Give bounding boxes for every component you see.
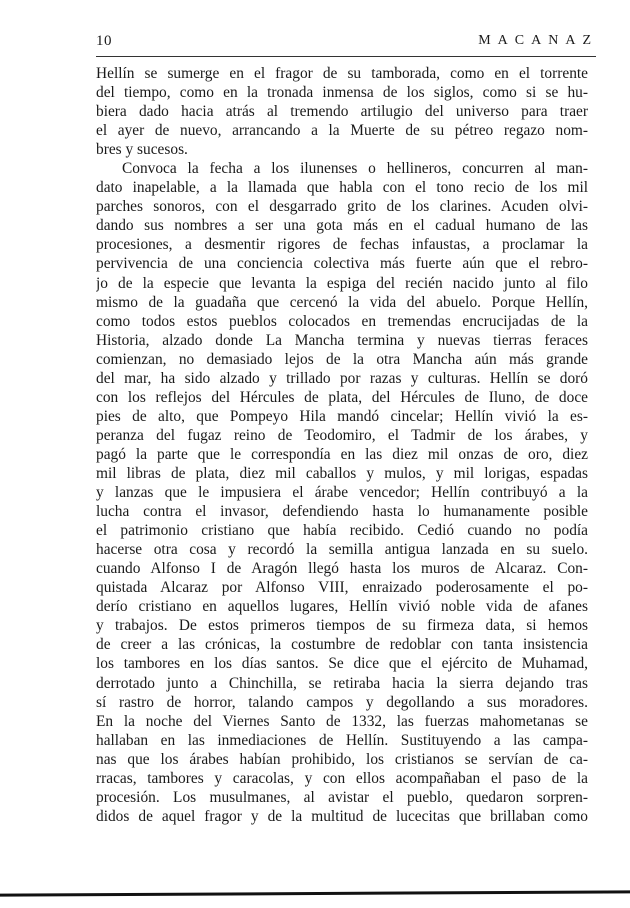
text-line: hallaban en las inmediaciones de Hellín. Sustituyendo a las campa- <box>96 731 588 749</box>
text-line: lucha contra el invasor, defendiendo hasta lo humanamente posible <box>96 503 588 521</box>
text-line: del tiempo, como en la tronada inmensa de los siglos, como si se hu- <box>96 84 588 102</box>
text-line: cuando Alfonso I de Aragón llegó hasta los muros de Alcaraz. Con- <box>96 560 588 578</box>
text-line: rracas, tambores y caracolas, y con ellos acompañaban el paso de la <box>96 769 588 787</box>
text-line: procesión. Los musulmanes, al avistar el pueblo, quedaron sorpren- <box>96 788 588 806</box>
text-line: y trabajos. De estos primeros tiempos de su firmeza data, si hemos <box>96 617 588 635</box>
text-line: Hellín se sumerge en el fragor de su tamborada, como en el torrente <box>96 65 588 82</box>
text-line: En la noche del Viernes Santo de 1332, las fuerzas mahometanas se <box>96 712 588 730</box>
text-line: quistada Alcaraz por Alfonso VIII, enraizado poderosamente el po- <box>96 579 588 597</box>
text-line: con los reflejos del Hércules de plata, del Hércules de Iluno, de doce <box>96 388 588 406</box>
text-line: sí rastro de horror, talando campos y degollando a sus moradores. <box>96 693 588 711</box>
text-line: Historia, alzado donde La Mancha termina y nuevas tierras feraces <box>96 331 588 349</box>
page-number: 10 <box>96 33 112 49</box>
text-line: jo de la especie que levanta la espiga del recién nacido junto al filo <box>96 274 588 292</box>
text-line: didos de aquel fragor y de la multitud de lucecitas que brillaban como <box>96 807 588 825</box>
text-line: mil libras de plata, diez mil caballos y mulos, y mil lorigas, espadas <box>96 464 588 482</box>
text-line: derrotado junto a Chinchilla, se retiraba hacia la sierra dejando tras <box>96 674 588 692</box>
text-line: parches sonoros, con el desgarrado grito de los clarines. Acuden olvi- <box>96 198 588 216</box>
text-line: derío cristiano en aquellos lugares, Hellín vivió noble vida de afanes <box>96 598 588 616</box>
text-line: el ayer de nuevo, arrancando a la Muerte de su pétreo regazo nom- <box>96 122 588 140</box>
body-text <box>96 64 588 826</box>
text-line: pervivencia de una conciencia colectiva más fuerte aún que el rebro- <box>96 255 588 273</box>
text-line: procesiones, a desmentir rigores de fechas infaustas, a proclamar la <box>96 236 588 254</box>
header-rule <box>96 56 596 57</box>
text-line: como todos estos pueblos colocados en tremendas encrucijadas de la <box>96 312 588 330</box>
text-line: del mar, ha sido alzado y trillado por razas y culturas. Hellín se doró <box>96 369 588 387</box>
text-line: dando sus nombres a ser una gota más en el cadual humano de las <box>96 217 588 235</box>
running-head: MACANAZ <box>478 33 598 48</box>
text-line: peranza del fugaz reino de Teodomiro, el Tadmir de los árabes, y <box>96 426 588 444</box>
text-line: el patrimonio cristiano que había recibido. Cedió cuando no podía <box>96 522 588 540</box>
text-line: hacerse otra cosa y recordó la semilla antigua lanzada en su suelo. <box>96 541 588 559</box>
text-line: dato inapelable, a la llamada que habla con el tono recio de los mil <box>96 179 588 197</box>
text-line: pies de alto, que Pompeyo Hila mandó cincelar; Hellín vivió la es- <box>96 407 588 425</box>
page-header <box>96 33 598 53</box>
text-line: Convoca la fecha a los ilunenses o hellineros, concurren al man- <box>122 160 588 178</box>
text-line: mismo de la guadaña que cercenó la vida del abuelo. Porque Hellín, <box>96 293 588 311</box>
text-line: biera dado hacia atrás al tremendo artilugio del universo para traer <box>96 103 588 121</box>
text-line: pagó la parte que le correspondía en las diez mil onzas de oro, diez <box>96 445 588 463</box>
text-line: bres y sucesos. <box>96 141 188 159</box>
text-line: comienzan, no demasiado lejos de la otra Mancha aún más grande <box>96 350 588 368</box>
text-line: los tambores en los días santos. Se dice que el ejército de Muhamad, <box>96 655 588 673</box>
scan-edge-rule <box>0 890 630 896</box>
text-line: nas que los árabes habían prohibido, los cristianos se servían de ca- <box>96 750 588 768</box>
text-line: de creer a las crónicas, la costumbre de redoblar con tanta insistencia <box>96 636 588 654</box>
text-line: y lanzas que le impusiera el árabe vencedor; Hellín contribuyó a la <box>96 484 588 502</box>
